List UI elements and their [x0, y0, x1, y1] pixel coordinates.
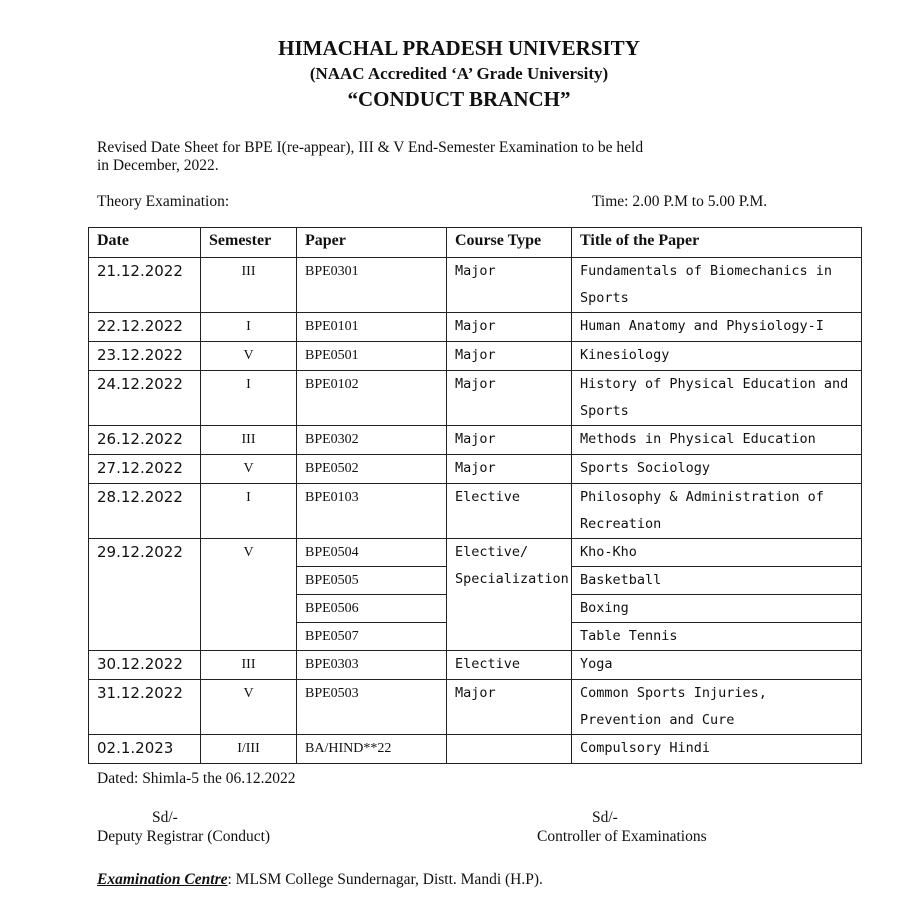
row-semester: V [201, 455, 297, 484]
row-semester: V [201, 342, 297, 371]
row-title: Yoga [572, 651, 862, 680]
dated-line: Dated: Shimla-5 the 06.12.2022 [97, 770, 296, 787]
row-paper: BPE0505 [297, 567, 447, 595]
accreditation-line: (NAAC Accredited ‘A’ Grade University) [309, 64, 609, 83]
examination-centre-value: : MLSM College Sundernagar, Distt. Mandi (H.P). [227, 871, 543, 888]
table-row [89, 371, 862, 426]
row-course-type: Major [447, 426, 572, 455]
row-course-type: Elective [447, 484, 572, 539]
row-paper: BPE0507 [297, 623, 447, 651]
row-title: Kho-Kho [572, 539, 862, 567]
row-title: Philosophy & Administration of Recreation [572, 484, 862, 539]
university-name: HIMACHAL PRADESH UNIVERSITY [278, 36, 640, 60]
table-row [89, 484, 862, 539]
row-date: 23.12.2022 [89, 342, 201, 371]
signatory-deputy-registrar: Deputy Registrar (Conduct) [97, 828, 271, 845]
row-date: 24.12.2022 [89, 371, 201, 426]
row-paper: BPE0303 [297, 651, 447, 680]
row-date: 31.12.2022 [89, 680, 201, 735]
row-title: Methods in Physical Education [572, 426, 862, 455]
table-row [89, 539, 862, 567]
branch-title: “CONDUCT BRANCH” [347, 87, 571, 111]
table-row [89, 313, 862, 342]
group-course-type [447, 539, 572, 651]
row-date: 26.12.2022 [89, 426, 201, 455]
row-title: Sports Sociology [572, 455, 862, 484]
row-date: 22.12.2022 [89, 313, 201, 342]
sd-left: Sd/- [152, 809, 178, 826]
row-semester: III [201, 651, 297, 680]
table-row [89, 651, 862, 680]
table-row [89, 735, 862, 764]
row-course-type: Major [447, 313, 572, 342]
header-semester: Semester [201, 228, 297, 258]
row-title: Common Sports Injuries, Prevention and Cure [572, 680, 862, 735]
row-title: Basketball [572, 567, 862, 595]
examination-centre-label: Examination Centre [97, 871, 228, 888]
exam-time: Time: 2.00 P.M to 5.00 P.M. [592, 193, 768, 210]
row-semester: I [201, 371, 297, 426]
group-course-type-line-2: Specialization [455, 571, 569, 587]
table-row [89, 258, 862, 313]
row-title: Table Tennis [572, 623, 862, 651]
header-paper: Paper [297, 228, 447, 258]
intro-line-1: Revised Date Sheet for BPE I(re-appear), III & V End-Semester Examination to be held [97, 139, 644, 156]
row-title: History of Physical Education and Sports [572, 371, 862, 426]
exam-type-label: Theory Examination: [97, 193, 230, 210]
row-date: 02.1.2023 [89, 735, 201, 764]
row-semester: III [201, 426, 297, 455]
row-paper: BPE0302 [297, 426, 447, 455]
row-course-type: Major [447, 680, 572, 735]
row-title: Boxing [572, 595, 862, 623]
row-paper: BPE0301 [297, 258, 447, 313]
row-course-type: Major [447, 371, 572, 426]
group-date: 29.12.2022 [89, 539, 201, 651]
row-semester: I [201, 313, 297, 342]
row-title: Human Anatomy and Physiology-I [572, 313, 862, 342]
row-title: Compulsory Hindi [572, 735, 862, 764]
row-paper: BPE0103 [297, 484, 447, 539]
row-date: 30.12.2022 [89, 651, 201, 680]
header-course-type: Course Type [447, 228, 572, 258]
group-semester: V [201, 539, 297, 651]
date-sheet-table [88, 227, 862, 764]
row-course-type: Major [447, 455, 572, 484]
row-paper: BA/HIND**22 [297, 735, 447, 764]
signatory-controller: Controller of Examinations [537, 828, 707, 845]
row-date: 28.12.2022 [89, 484, 201, 539]
row-date: 21.12.2022 [89, 258, 201, 313]
examination-centre [97, 871, 543, 889]
header-title: Title of the Paper [572, 228, 862, 258]
group-course-type-line-1: Elective/ [455, 544, 529, 560]
row-paper: BPE0101 [297, 313, 447, 342]
row-course-type [447, 735, 572, 764]
table-row [89, 342, 862, 371]
table-row [89, 680, 862, 735]
row-semester: III [201, 258, 297, 313]
row-date: 27.12.2022 [89, 455, 201, 484]
table-row [89, 426, 862, 455]
intro-line-2: in December, 2022. [97, 157, 219, 174]
row-semester: I/III [201, 735, 297, 764]
row-paper: BPE0502 [297, 455, 447, 484]
row-paper: BPE0102 [297, 371, 447, 426]
table-header-row [89, 228, 862, 258]
sd-right: Sd/- [592, 809, 618, 826]
row-course-type: Major [447, 258, 572, 313]
row-paper: BPE0503 [297, 680, 447, 735]
row-semester: I [201, 484, 297, 539]
row-semester: V [201, 680, 297, 735]
row-course-type: Elective [447, 651, 572, 680]
header-date: Date [89, 228, 201, 258]
row-course-type: Major [447, 342, 572, 371]
row-title: Fundamentals of Biomechanics in Sports [572, 258, 862, 313]
row-paper: BPE0504 [297, 539, 447, 567]
row-paper: BPE0501 [297, 342, 447, 371]
row-paper: BPE0506 [297, 595, 447, 623]
row-title: Kinesiology [572, 342, 862, 371]
table-row [89, 455, 862, 484]
